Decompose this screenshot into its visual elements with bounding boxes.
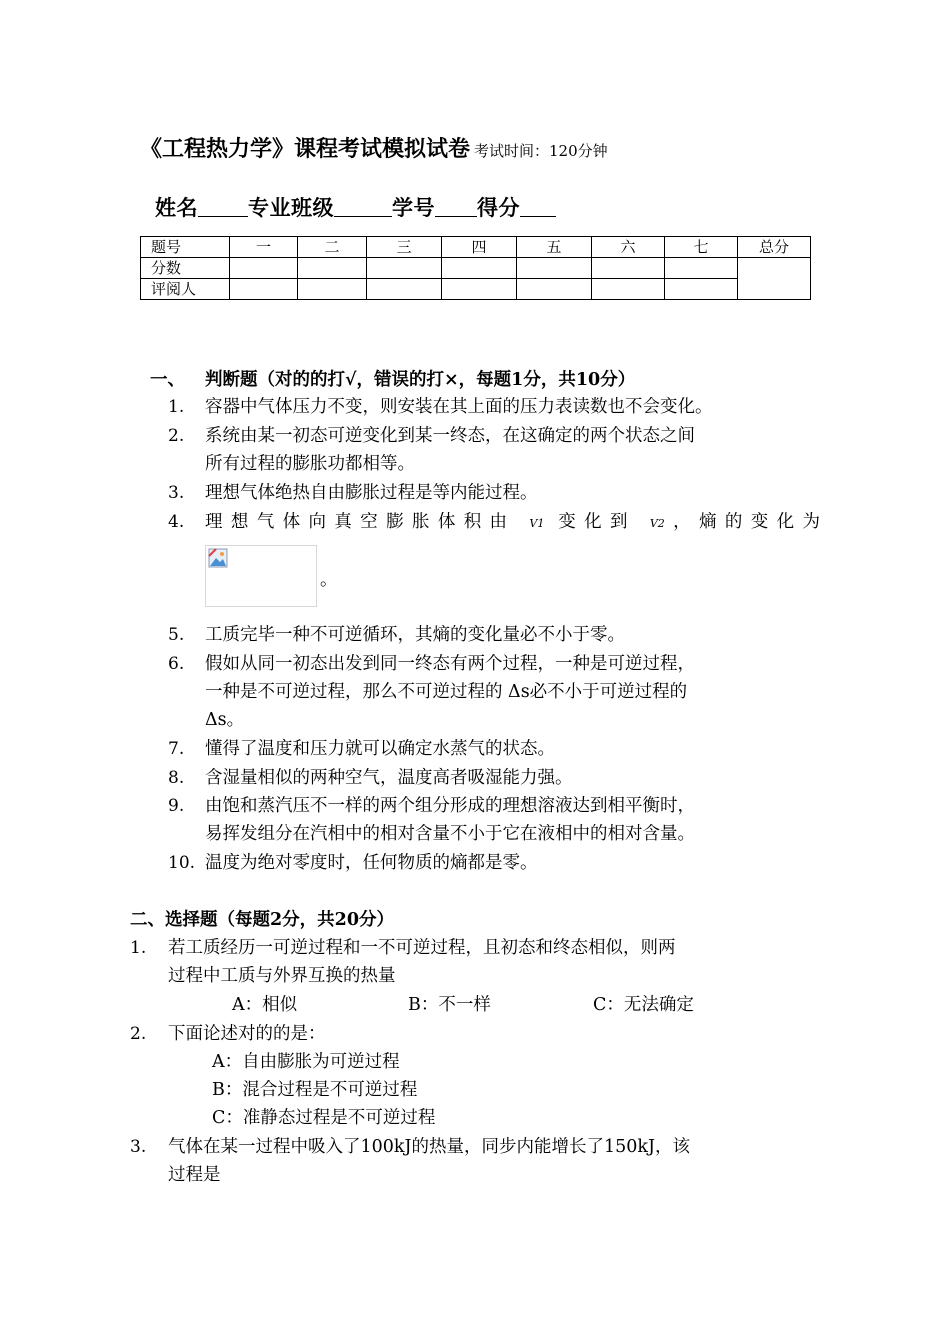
row-label-score: 分数 bbox=[141, 258, 230, 279]
row-label-question: 题号 bbox=[141, 237, 230, 258]
reviewer-cell[interactable] bbox=[592, 279, 665, 300]
item-number: 1. bbox=[168, 397, 185, 417]
col-1: 一 bbox=[230, 237, 298, 258]
score-table bbox=[140, 236, 811, 300]
reviewer-cell[interactable] bbox=[517, 279, 592, 300]
question-text: 气体在某一过程中吸入了100kJ的热量，同步内能增长了150kJ，该 bbox=[168, 1137, 691, 1157]
item-number: 7. bbox=[168, 739, 185, 759]
table-row-header bbox=[141, 237, 811, 258]
list-item: 工质完毕一种不可逆循环，其熵的变化量必不小于零。 bbox=[205, 625, 625, 645]
list-item-cont: 一种是不可逆过程，那么不可逆过程的 Δs必不小于可逆过程的 bbox=[205, 682, 688, 702]
major-class-label: 专业班级 bbox=[248, 195, 334, 220]
score-label: 得分 bbox=[477, 195, 520, 220]
student-id-blank[interactable] bbox=[435, 194, 477, 217]
score-cell[interactable] bbox=[592, 258, 665, 279]
score-cell[interactable] bbox=[442, 258, 517, 279]
item-number: 10. bbox=[168, 853, 196, 873]
score-cell[interactable] bbox=[517, 258, 592, 279]
score-cell[interactable] bbox=[230, 258, 298, 279]
list-item-cont: 所有过程的膨胀功都相等。 bbox=[205, 454, 415, 474]
item-number: 6. bbox=[168, 654, 185, 674]
item-number: 3. bbox=[130, 1137, 147, 1157]
item-number: 9. bbox=[168, 796, 185, 816]
item-number: 2. bbox=[168, 426, 185, 446]
list-item: 容器中气体压力不变，则安装在其上面的压力表读数也不会变化。 bbox=[205, 397, 713, 417]
list-item: 懂得了温度和压力就可以确定水蒸气的状态。 bbox=[205, 739, 555, 759]
col-2: 二 bbox=[298, 237, 367, 258]
col-4: 四 bbox=[442, 237, 517, 258]
broken-image-icon bbox=[208, 548, 230, 574]
score-cell[interactable] bbox=[367, 258, 442, 279]
col-7: 七 bbox=[665, 237, 738, 258]
exam-time: 考试时间：120分钟 bbox=[474, 142, 608, 160]
option-a[interactable]: A：相似 bbox=[232, 995, 298, 1015]
score-blank[interactable] bbox=[520, 194, 556, 217]
section2-heading: 二、选择题（每题2分，共20分） bbox=[130, 910, 395, 930]
list-item: 温度为绝对零度时，任何物质的熵都是零。 bbox=[205, 853, 538, 873]
entropy-formula-image bbox=[205, 545, 317, 607]
v1-symbol: V1 bbox=[529, 517, 545, 530]
col-6: 六 bbox=[592, 237, 665, 258]
list-item: 由饱和蒸汽压不一样的两个组分形成的理想溶液达到相平衡时， bbox=[205, 796, 695, 816]
item-number: 2. bbox=[130, 1024, 147, 1044]
student-id-label: 学号 bbox=[392, 195, 435, 220]
item-number: 8. bbox=[168, 768, 185, 788]
reviewer-cell[interactable] bbox=[230, 279, 298, 300]
list-item-cont: 易挥发组分在汽相中的相对含量不小于它在液相中的相对含量。 bbox=[205, 824, 695, 844]
total-score-cell[interactable] bbox=[738, 258, 811, 300]
list-item: 理想气体绝热自由膨胀过程是等内能过程。 bbox=[205, 483, 538, 503]
reviewer-cell[interactable] bbox=[367, 279, 442, 300]
question-text: 下面论述对的的是： bbox=[168, 1024, 326, 1044]
item4-text-c: ，熵的变化为 bbox=[664, 512, 820, 532]
exam-title-text: 《工程热力学》课程考试模拟试卷 bbox=[140, 136, 471, 162]
reviewer-cell[interactable] bbox=[665, 279, 738, 300]
name-label: 姓名 bbox=[155, 195, 198, 220]
question-text-cont: 过程是 bbox=[168, 1165, 221, 1185]
student-info-line bbox=[155, 192, 556, 222]
section1-heading: 判断题（对的的打√，错误的打×，每题1分，共10分） bbox=[205, 370, 636, 390]
item-number: 3. bbox=[168, 483, 185, 503]
option-a[interactable]: A：自由膨胀为可逆过程 bbox=[212, 1052, 400, 1072]
score-cell[interactable] bbox=[298, 258, 367, 279]
list-item: 系统由某一初态可逆变化到某一终态，在这确定的两个状态之间 bbox=[205, 426, 695, 446]
col-total: 总分 bbox=[738, 237, 811, 258]
question-text-cont: 过程中工质与外界互换的热量 bbox=[168, 966, 396, 986]
col-5: 五 bbox=[517, 237, 592, 258]
section1-number: 一、 bbox=[150, 370, 185, 390]
option-b[interactable]: B：不一样 bbox=[408, 995, 491, 1015]
item-number: 4. bbox=[168, 512, 185, 532]
option-c[interactable]: C：准静态过程是不可逆过程 bbox=[212, 1108, 436, 1128]
table-row-score bbox=[141, 258, 811, 279]
name-blank[interactable] bbox=[198, 194, 248, 217]
option-c[interactable]: C：无法确定 bbox=[593, 995, 694, 1015]
v2-symbol: V2 bbox=[649, 517, 665, 530]
list-item: 假如从同一初态出发到同一终态有两个过程，一种是可逆过程， bbox=[205, 654, 695, 674]
table-row-reviewer bbox=[141, 279, 811, 300]
item4-text-a: 理想气体向真空膨胀体积由 bbox=[205, 512, 516, 532]
item4-text-b: 变化到 bbox=[558, 512, 636, 532]
list-item: 含湿量相似的两种空气，温度高者吸湿能力强。 bbox=[205, 768, 573, 788]
item-number: 1. bbox=[130, 938, 147, 958]
col-3: 三 bbox=[367, 237, 442, 258]
major-class-blank[interactable] bbox=[334, 194, 392, 217]
reviewer-cell[interactable] bbox=[298, 279, 367, 300]
question-text: 若工质经历一可逆过程和一不可逆过程，且初态和终态相似，则两 bbox=[168, 938, 676, 958]
reviewer-cell[interactable] bbox=[442, 279, 517, 300]
score-cell[interactable] bbox=[665, 258, 738, 279]
exam-title bbox=[140, 132, 608, 163]
item4-tail: 。 bbox=[320, 570, 338, 590]
item-number: 5. bbox=[168, 625, 185, 645]
list-item bbox=[205, 508, 820, 538]
option-b[interactable]: B：混合过程是不可逆过程 bbox=[212, 1080, 418, 1100]
row-label-reviewer: 评阅人 bbox=[141, 279, 230, 300]
list-item-cont: Δs。 bbox=[205, 710, 245, 730]
